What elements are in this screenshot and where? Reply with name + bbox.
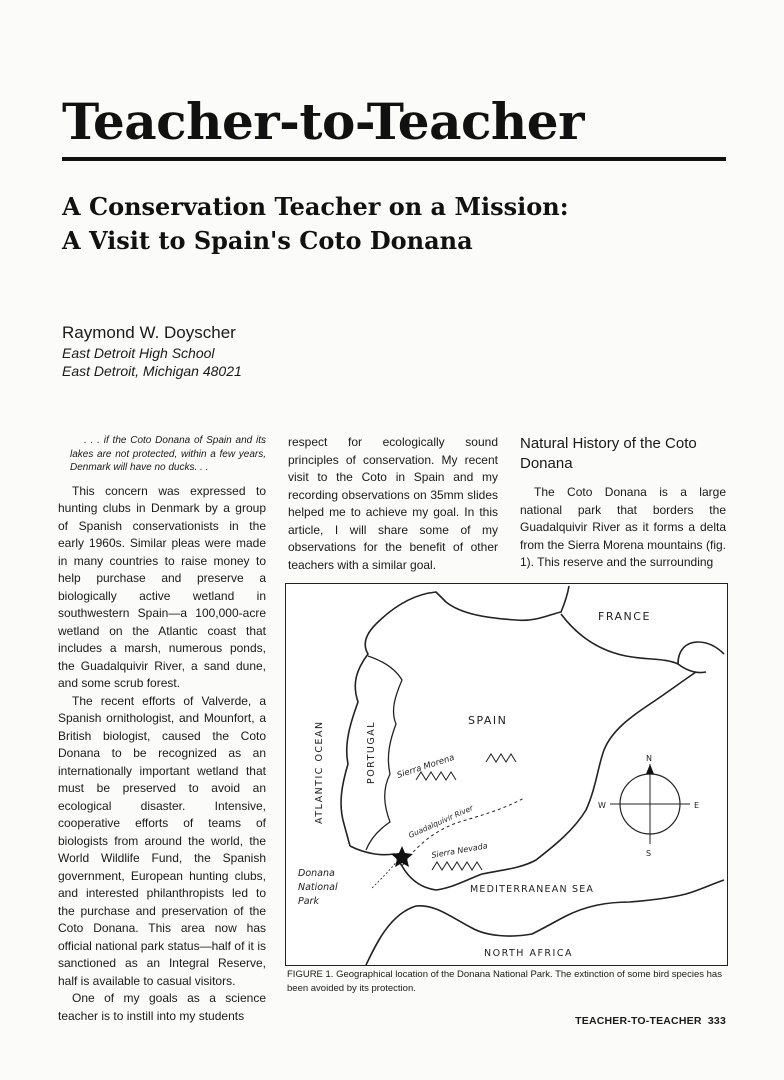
label-north-africa: NORTH AFRICA <box>484 948 573 959</box>
france-coast <box>678 642 724 664</box>
label-atlantic: ATLANTIC OCEAN <box>314 720 325 824</box>
label-portugal: PORTUGAL <box>366 720 377 784</box>
label-sierra-morena: Sierra Morena <box>395 752 456 781</box>
figure-map <box>285 583 728 966</box>
sierra-nevada-peaks <box>432 862 482 870</box>
label-donana-2: National <box>298 882 338 893</box>
figure-caption: FIGURE 1. Geographical location of the Donana National Park. The extinction of some bird species has been avoided by its protection. <box>287 969 722 994</box>
paragraph: This concern was expressed to hunting clubs in Denmark by a group of Spanish conservationists in the early 1960s. Similar pleas were made in many countries to raise money to help purchase and preserve a biologically active wetland in southwestern Spain—a 100,000-acre wetland on the Atlantic coast that includes a marsh, numerous ponds, the Guadalquivir River, a sand dune, and some scrub forest. <box>58 483 266 690</box>
headline-line-1: A Conservation Teacher on a Mission: <box>62 192 569 221</box>
section-title: Teacher-to-Teacher <box>62 92 584 151</box>
compass-n: N <box>646 754 652 763</box>
column-3 <box>520 484 726 572</box>
page-number: 333 <box>707 1015 726 1027</box>
north-coastline <box>376 586 569 624</box>
author-name: Raymond W. Doyscher <box>62 323 236 342</box>
paragraph: The recent efforts of Valverde, a Spanish ornithologist, and Mounfort, a British biologist, caused the Coto Donana to be recognized as an internationally important wetland that must be preserved to avoid an ecological disaster. Intensive, cooperative efforts of teams of biologists from around the world, the World Wildlife Fund, the Spanish government, European hunting clubs, and interested philanthropists led to the purchase and preservation of the Coto Donana. This area now has official national park status—half of it is sanctioned as an Integral Reserve, half is available to casual visitors. <box>58 693 266 988</box>
paragraph: The Coto Donana is a large national park that borders the Guadalquivir River as it forms a delta from the Sierra Morena mountains (fig. 1). This reserve and the surrounding <box>520 485 726 569</box>
map-svg <box>286 584 727 965</box>
compass-e: E <box>694 801 700 810</box>
label-guadalquivir: Guadalquivir River <box>407 803 475 840</box>
label-donana-1: Donana <box>298 868 335 879</box>
author-location: East Detroit, Michigan 48021 <box>62 363 242 379</box>
paragraph: One of my goals as a science teacher is to instill into my students <box>58 991 266 1023</box>
author-school: East Detroit High School <box>62 345 215 361</box>
park-star <box>391 846 413 867</box>
compass-s: S <box>646 849 652 858</box>
label-donana-3: Park <box>298 896 319 907</box>
paragraph: respect for ecologically sound principles of conservation. My recent visit to the Coto in Spain and my recording observations on 35mm slides helped me to achieve my goal. In this article, I will share some of my observations for the benefit of other teachers with a similar goal. <box>288 435 498 572</box>
compass-arrow <box>646 764 654 774</box>
compass-w: W <box>598 801 606 810</box>
subheading: Natural History of the Coto Donana <box>520 435 697 472</box>
label-france: FRANCE <box>598 610 651 623</box>
column-1 <box>58 434 266 1025</box>
title-rule <box>62 157 726 161</box>
park-pointer <box>372 860 398 888</box>
label-sierra-nevada: Sierra Nevada <box>430 841 489 860</box>
label-mediterranean: MEDITERRANEAN SEA <box>470 884 595 895</box>
column-2 <box>288 434 498 574</box>
page-footer <box>540 1015 726 1027</box>
label-spain: SPAIN <box>468 714 508 727</box>
headline-line-2: A Visit to Spain's Coto Donana <box>62 226 473 255</box>
running-head: TEACHER-TO-TEACHER <box>575 1015 702 1027</box>
epigraph: . . . if the Coto Donana of Spain and its lakes are not protected, within a few years, Denmark will have no ducks. . . <box>70 435 266 473</box>
